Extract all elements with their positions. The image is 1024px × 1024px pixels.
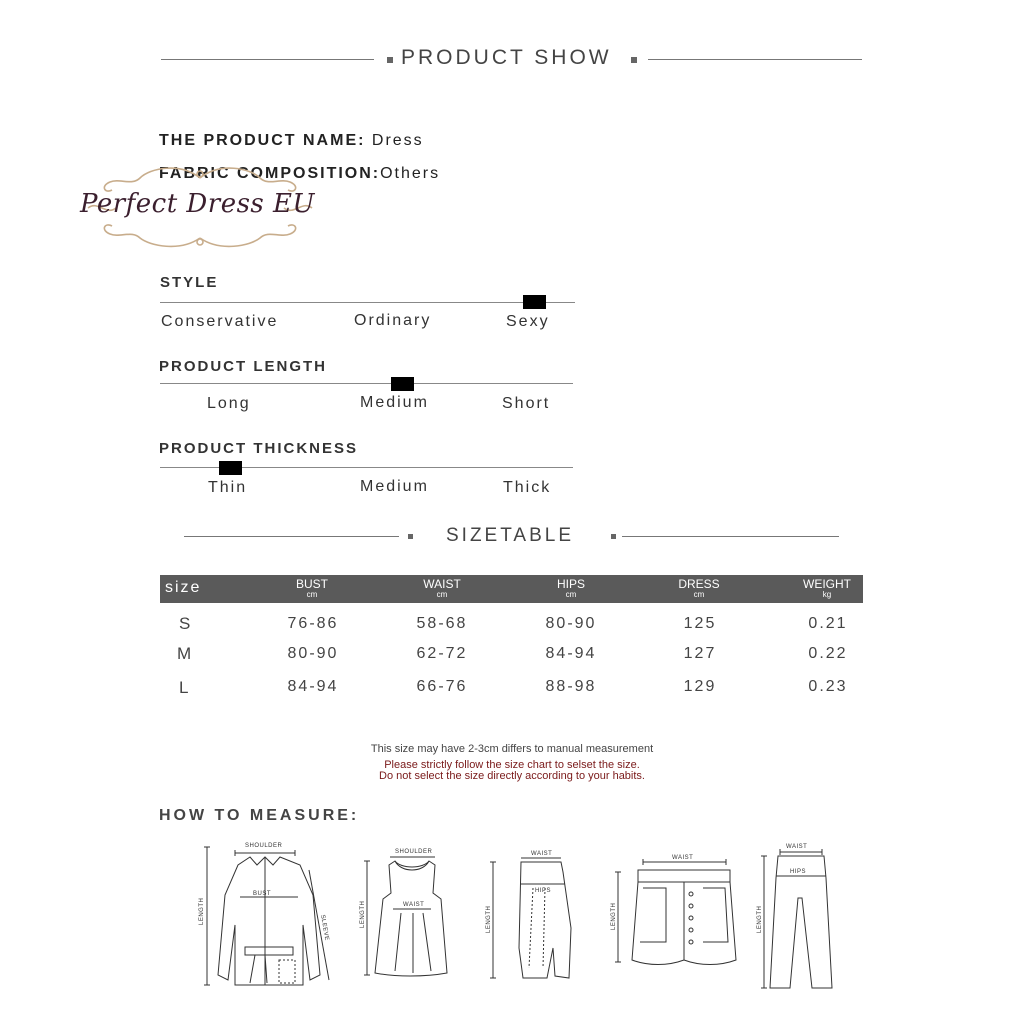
column-header-waist <box>402 578 482 599</box>
hips-header-label: HIPS <box>556 577 585 591</box>
length-scale-title: PRODUCT LENGTH <box>159 358 327 375</box>
dress-measure-figure <box>355 843 450 983</box>
how-to-measure-title: HOW TO MEASURE: <box>159 807 360 824</box>
size-table-header <box>160 575 863 603</box>
hips-cell: 84-94 <box>545 645 597 662</box>
weight-cell: 0.21 <box>808 615 848 632</box>
weight-cell: 0.22 <box>808 645 848 662</box>
product-name-label: THE PRODUCT NAME: <box>159 132 366 149</box>
bust-header-unit: cm <box>306 590 318 599</box>
header-rule-left <box>161 59 374 60</box>
length-label-medium: Medium <box>360 394 429 411</box>
sizetable-bullet-right <box>611 534 616 539</box>
watermark-text: Perfect Dress EU <box>80 189 315 219</box>
dress-header-label: DRESS <box>678 577 720 591</box>
weight-header-unit: kg <box>822 590 832 599</box>
fabric-composition-value: Others <box>380 165 441 182</box>
length-scale-line <box>160 383 573 384</box>
style-scale-title: STYLE <box>160 274 219 291</box>
hips-label: HIPS <box>535 888 552 894</box>
length-label: LENGTH <box>757 905 763 933</box>
thickness-label-thin: Thin <box>208 479 248 496</box>
shorts-measure-figure <box>608 850 748 980</box>
size-cell: S <box>179 614 191 633</box>
waist-label: WAIST <box>531 851 553 857</box>
bust-cell: 80-90 <box>287 645 339 662</box>
page-title: PRODUCT SHOW <box>401 46 612 69</box>
sleeve-label: SLEEVE <box>319 914 330 942</box>
trousers-measure-figure <box>752 838 837 993</box>
style-scale-line <box>160 302 575 303</box>
size-warning-line2: Do not select the size directly according to your habits. <box>379 770 645 782</box>
sizetable-bullet-left <box>408 534 413 539</box>
hips-cell: 88-98 <box>545 678 597 695</box>
hips-header-unit: cm <box>565 590 577 599</box>
length-scale-marker <box>391 377 414 391</box>
length-label: LENGTH <box>611 902 617 930</box>
sizetable-rule-right <box>622 536 839 537</box>
waist-cell: 58-68 <box>416 615 468 632</box>
fabric-composition-label: FABRIC COMPOSITION: <box>159 165 381 182</box>
size-cell: L <box>179 678 189 697</box>
bust-header-label: BUST <box>295 577 328 591</box>
shoulder-label: SHOULDER <box>245 843 283 849</box>
waist-label: WAIST <box>403 902 425 908</box>
dress-cell: 125 <box>683 615 717 632</box>
length-label: LENGTH <box>360 900 366 928</box>
hips-cell: 80-90 <box>545 615 597 632</box>
header-rule-right <box>648 59 862 60</box>
bust-label: BUST <box>253 891 272 897</box>
bust-cell: 76-86 <box>287 615 339 632</box>
measurement-note: This size may have 2-3cm differs to manual measurement <box>370 743 654 755</box>
length-label-long: Long <box>207 395 251 412</box>
header-bullet-right <box>631 57 637 63</box>
waist-header-label: WAIST <box>423 577 461 591</box>
waist-cell: 66-76 <box>416 678 468 695</box>
bust-cell: 84-94 <box>287 678 339 695</box>
length-label: LENGTH <box>199 897 205 925</box>
thickness-label-medium: Medium <box>360 478 429 495</box>
column-header-dress <box>659 578 739 599</box>
length-label: LENGTH <box>486 905 492 933</box>
hips-label: HIPS <box>790 869 807 875</box>
skirt-measure-figure <box>483 848 573 988</box>
thickness-label-thick: Thick <box>503 479 552 496</box>
product-name-row <box>159 132 424 150</box>
size-column-header: size <box>165 579 202 596</box>
thickness-scale-marker <box>219 461 242 475</box>
size-warning-line1: Please strictly follow the size chart to selset the size. <box>384 759 640 771</box>
weight-header-label: WEIGHT <box>803 577 851 591</box>
weight-cell: 0.23 <box>808 678 848 695</box>
waist-header-unit: cm <box>436 590 448 599</box>
column-header-bust <box>272 578 352 599</box>
column-header-hips <box>531 578 611 599</box>
size-cell: M <box>177 644 192 663</box>
style-label-ordinary: Ordinary <box>354 312 432 329</box>
column-header-weight <box>787 578 867 599</box>
sizetable-title: SIZETABLE <box>446 525 575 546</box>
waist-label: WAIST <box>672 855 694 861</box>
jacket-measure-figure <box>195 835 345 990</box>
dress-cell: 127 <box>683 645 717 662</box>
header-bullet-left <box>387 57 393 63</box>
shoulder-label: SHOULDER <box>395 849 433 855</box>
sizetable-rule-left <box>184 536 399 537</box>
length-label-short: Short <box>502 395 551 412</box>
product-name-value: Dress <box>371 132 424 149</box>
dress-header-unit: cm <box>693 590 705 599</box>
style-scale-marker <box>523 295 546 309</box>
waist-cell: 62-72 <box>416 645 468 662</box>
thickness-scale-title: PRODUCT THICKNESS <box>159 440 359 457</box>
waist-label: WAIST <box>786 844 808 850</box>
style-label-sexy: Sexy <box>506 313 550 330</box>
dress-cell: 129 <box>683 678 717 695</box>
style-label-conservative: Conservative <box>161 313 279 330</box>
